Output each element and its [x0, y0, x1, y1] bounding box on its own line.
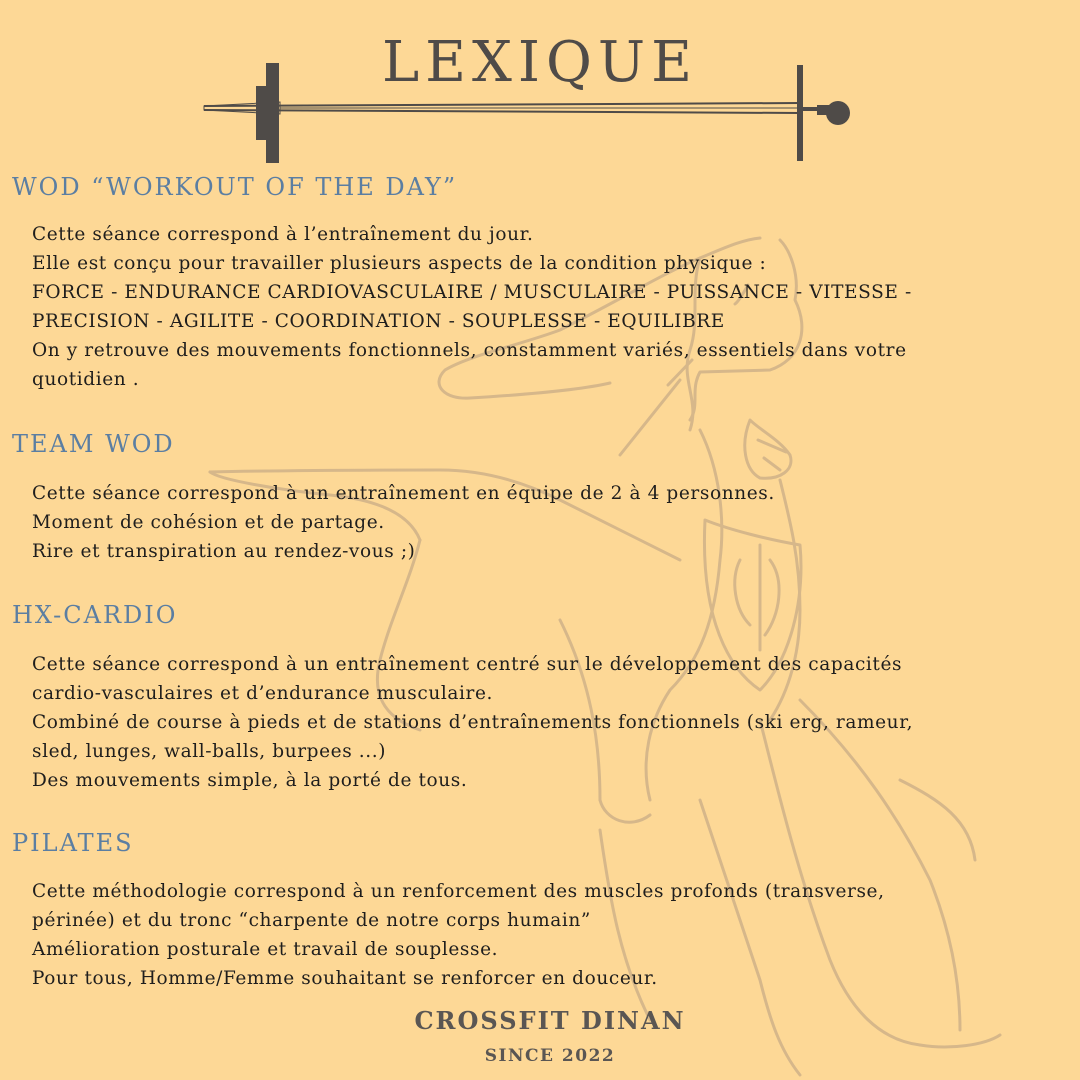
footer-since: SINCE 2022	[484, 1046, 616, 1066]
body-line: Moment de cohésion et de partage.	[32, 512, 385, 533]
body-line: Combiné de course à pieds et de stations d’entraînements fonctionnels (ski erg, rameur,	[32, 712, 914, 733]
sword-icon	[200, 58, 860, 168]
section-body-pilates	[32, 877, 1062, 993]
body-line: cardio-vasculaires et d’endurance musculaire.	[32, 683, 494, 704]
body-line: PRECISION - AGILITE - COORDINATION - SOUPLESSE - EQUILIBRE	[32, 311, 725, 332]
section-title-team-wod: TEAM WOD	[12, 430, 175, 458]
section-body-hx-cardio	[32, 650, 1062, 795]
body-line: FORCE - ENDURANCE CARDIOVASCULAIRE / MUSCULAIRE - PUISSANCE - VITESSE -	[32, 282, 912, 303]
body-line: Pour tous, Homme/Femme souhaitant se renforcer en douceur.	[32, 968, 658, 989]
body-line: Cette séance correspond à un entraînement centré sur le développement des capacités	[32, 654, 903, 675]
section-body-team-wod	[32, 479, 1062, 566]
body-line: Cette séance correspond à un entraînement en équipe de 2 à 4 personnes.	[32, 483, 775, 504]
body-line: Cette méthodologie correspond à un renforcement des muscles profonds (transverse,	[32, 881, 885, 902]
footer-brand: CROSSFIT DINAN	[414, 1006, 686, 1035]
body-line: On y retrouve des mouvements fonctionnels, constamment variés, essentiels dans votre	[32, 340, 907, 361]
body-line: quotidien .	[32, 369, 140, 390]
body-line: sled, lunges, wall-balls, burpees ...)	[32, 741, 387, 762]
body-line: Des mouvements simple, à la porté de tous.	[32, 770, 468, 791]
section-title-hx-cardio: HX-CARDIO	[12, 601, 178, 629]
body-line: Rire et transpiration au rendez-vous ;)	[32, 541, 416, 562]
body-line: Elle est conçu pour travailler plusieurs aspects de la condition physique :	[32, 253, 767, 274]
section-title-pilates: PILATES	[12, 829, 134, 857]
body-line: Amélioration posturale et travail de souplesse.	[32, 939, 499, 960]
section-body-wod	[32, 220, 1062, 394]
body-line: périnée) et du tronc “charpente de notre corps humain”	[32, 910, 591, 931]
body-line: Cette séance correspond à l’entraînement du jour.	[32, 224, 534, 245]
page-title: LEXIQUE	[381, 30, 699, 95]
section-title-wod: WOD “WORKOUT OF THE DAY”	[12, 173, 458, 201]
